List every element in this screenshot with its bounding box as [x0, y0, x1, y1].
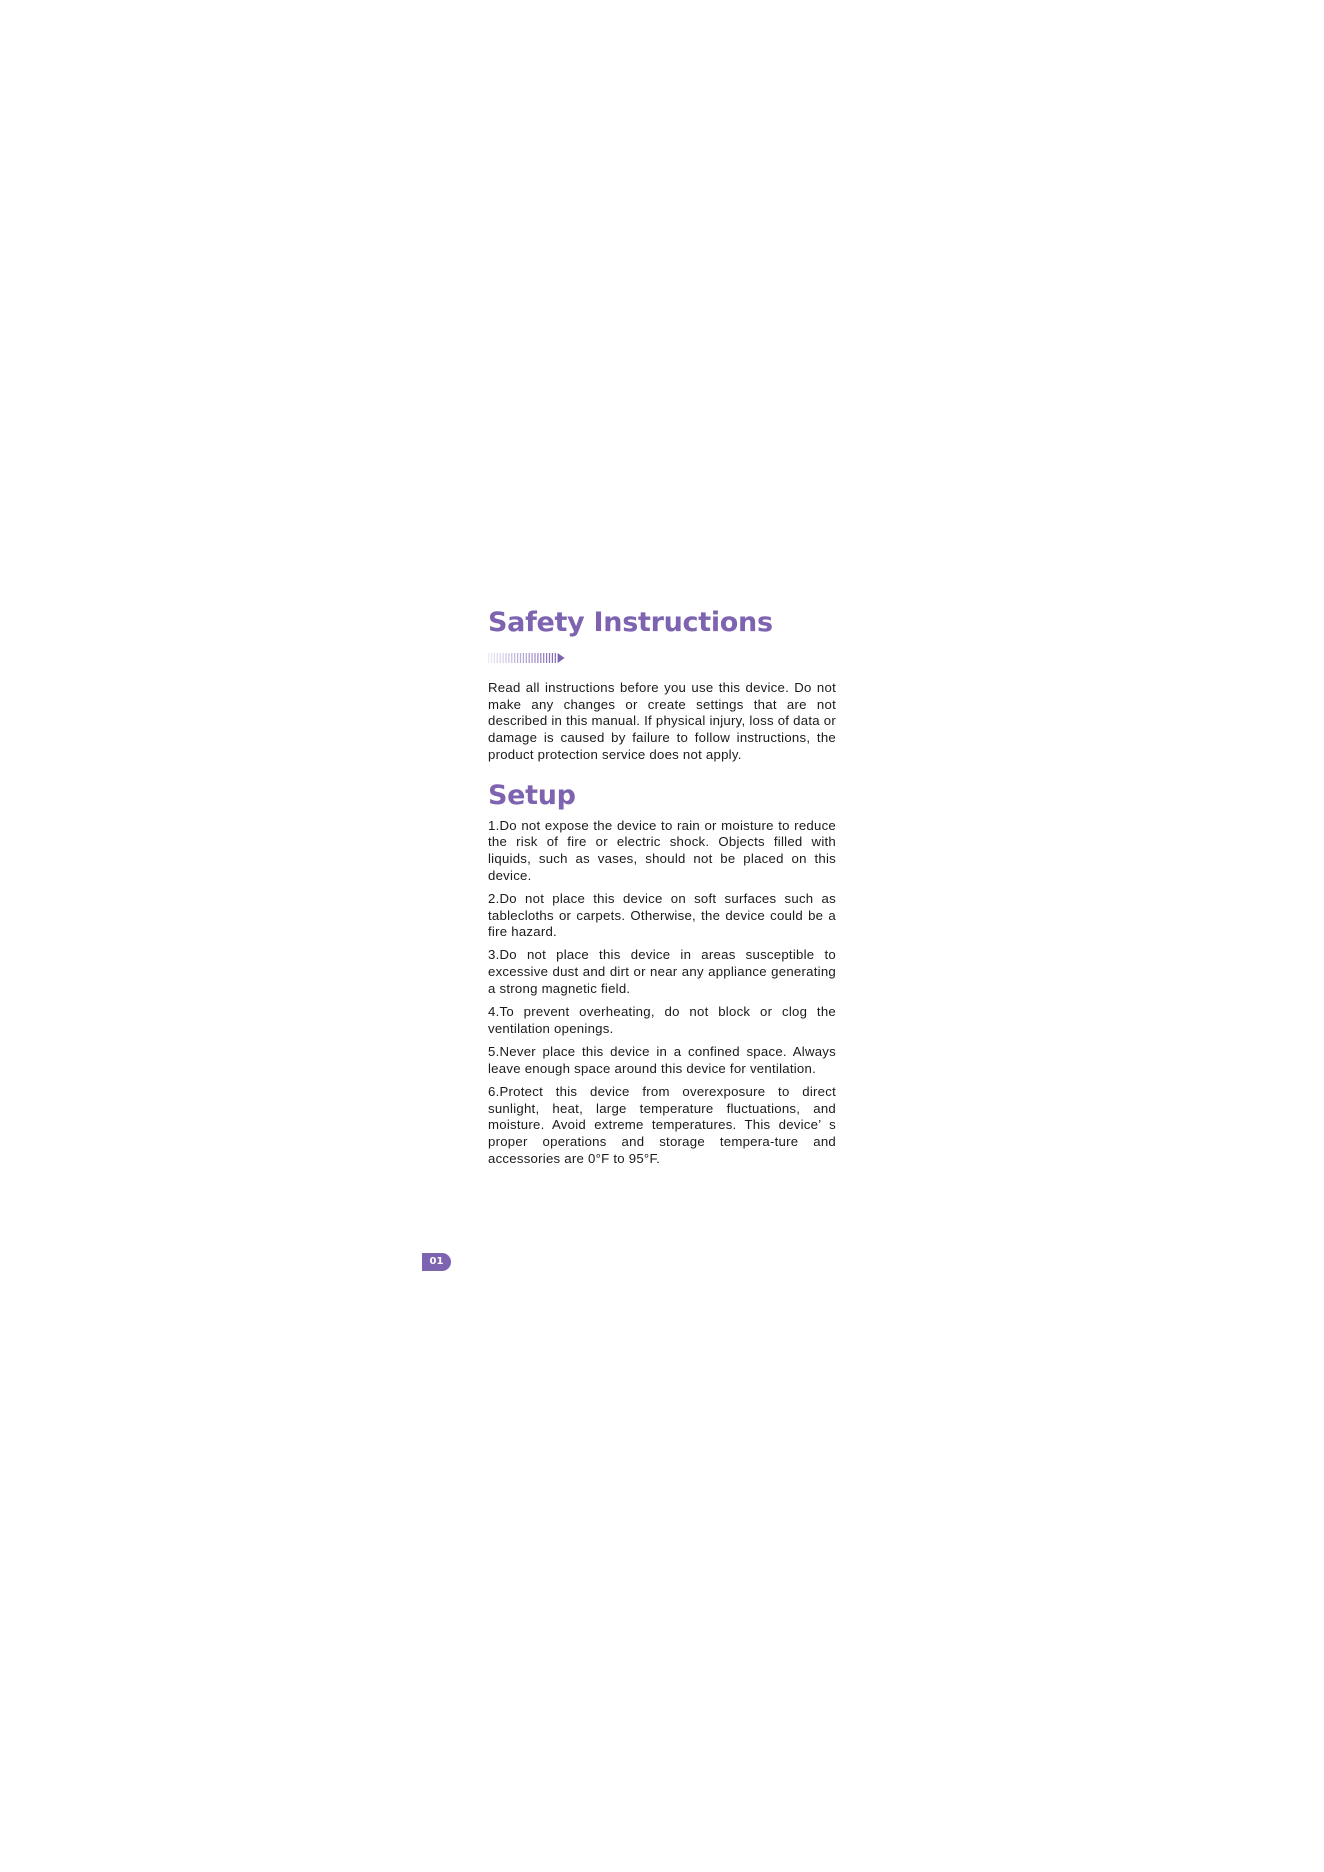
deco-tick — [532, 653, 533, 663]
deco-tick — [508, 653, 509, 663]
deco-tick — [494, 653, 495, 663]
deco-tick — [543, 653, 544, 663]
setup-item-4: 4.To prevent overheating, do not block or clog the ventilation openings. — [488, 1004, 836, 1036]
deco-tick — [517, 653, 518, 663]
deco-arrow-head — [558, 653, 565, 663]
gradient-arrow-icon — [488, 652, 836, 664]
deco-tick — [503, 653, 504, 663]
deco-tick — [526, 653, 527, 663]
deco-tick — [488, 653, 489, 663]
safety-instructions-title: Safety Instructions — [488, 607, 773, 638]
deco-tick — [511, 653, 512, 663]
deco-tick — [497, 653, 498, 663]
deco-tick — [552, 653, 553, 663]
page-number-badge: 01 — [422, 1253, 451, 1271]
deco-tick — [540, 653, 541, 663]
deco-tick — [534, 653, 535, 663]
deco-tick — [529, 653, 530, 663]
setup-item-5: 5.Never place this device in a confined space. Always leave enough space around this device for ventilation. — [488, 1043, 836, 1076]
deco-tick — [500, 653, 501, 663]
deco-tick — [537, 653, 538, 663]
manual-page-content — [488, 604, 836, 1174]
deco-tick — [520, 653, 521, 663]
setup-title: Setup — [488, 779, 576, 811]
setup-item-1: 1.Do not expose the device to rain or moisture to reduce the risk of fire or electric shock. Objects filled with liquids, such as vases, should not be placed on this device. — [488, 817, 836, 883]
deco-tick — [549, 653, 550, 663]
setup-item-3: 3.Do not place this device in areas susceptible to excessive dust and dirt or near any appliance generating a strong magnetic field. — [488, 947, 836, 996]
deco-tick — [514, 653, 515, 663]
setup-item-6: 6.Protect this device from overexposure to direct sunlight, heat, large temperature fluctuations, and moisture. Avoid extreme temperatures. This device’ s proper operations and storage tempera-ture and accessories are 0°F to 95°F. — [488, 1083, 836, 1166]
setup-list — [488, 818, 836, 1168]
setup-item-2: 2.Do not place this device on soft surfaces such as tablecloths or carpets. Otherwise, the device could be a fire hazard. — [488, 890, 836, 940]
deco-tick — [523, 653, 524, 663]
deco-tick — [555, 653, 556, 663]
deco-tick — [491, 653, 492, 663]
deco-tick — [505, 653, 506, 663]
deco-tick — [546, 653, 547, 663]
safety-intro-paragraph: Read all instructions before you use this device. Do not make any changes or create settings that are not described in this manual. If physical injury, loss of data or damage is caused by failure to follow instructions, the product protection service does not apply. — [488, 680, 836, 762]
